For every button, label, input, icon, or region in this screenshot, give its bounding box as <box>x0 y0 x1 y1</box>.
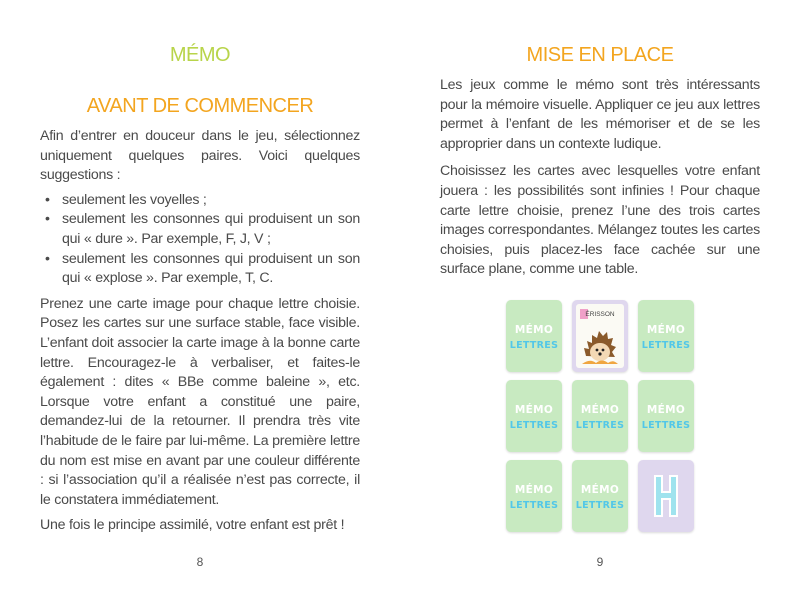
card-back-subtitle: LETTRES <box>575 500 625 511</box>
card-back-subtitle: LETTRES <box>509 500 559 511</box>
card-back <box>506 380 562 452</box>
card-back-title: MÉMO <box>646 324 686 336</box>
picture-card-face <box>576 304 624 368</box>
list-item: • seulement les consonnes qui produisent un son qui « dure ». Par exemple, F, J, V ; <box>40 210 360 249</box>
page-number: 9 <box>596 555 604 569</box>
right-text-block <box>440 76 760 280</box>
hedgehog-picture-card <box>572 300 628 372</box>
card-back-subtitle: LETTRES <box>641 420 691 431</box>
card-back-title: MÉMO <box>580 404 620 416</box>
suggestion-list <box>40 191 360 289</box>
memo-card-grid <box>506 300 694 538</box>
card-back <box>572 380 628 452</box>
instructions-paragraph: Prenez une carte image pour chaque lettre choisie. Posez les cartes sur une surface stable, face visible. L’enfant doit associer la carte image à la bonne carte lettre. Encouragez-le à verbaliser, et faites-le également : dites « BBe comme baleine », etc. Lorsque votre enfant a constitué une paire, demandez-lui de la retourner. Il prendra très vite l’habitude de le faire par lui-même. La première lettre du nom est mise en avant par une couleur différente : si l’association qu’il a réalisée n’est pas correcte, il le constatera immédiatement. <box>40 295 360 508</box>
letter-card-h <box>638 460 694 532</box>
card-back <box>638 380 694 452</box>
intro-paragraph: Les jeux comme le mémo sont très intéressants pour la mémoire visuelle. Appliquer ce jeu aux lettres permet à l’enfant de les mémoriser et de se les approprier dans un contexte ludique. <box>440 77 760 152</box>
card-back-title: MÉMO <box>514 484 554 496</box>
card-back-title: MÉMO <box>514 404 554 416</box>
card-back-subtitle: LETTRES <box>575 420 625 431</box>
letter-card-text: H <box>666 504 667 505</box>
card-back-title: MÉMO <box>646 404 686 416</box>
card-back-subtitle: LETTRES <box>509 420 559 431</box>
closing-paragraph: Une fois le principe assimilé, votre enfant est prêt ! <box>40 517 345 534</box>
picture-card-label: ÉRISSON <box>585 311 615 318</box>
page-number: 8 <box>196 555 204 569</box>
card-back-subtitle: LETTRES <box>509 340 559 351</box>
left-text-block <box>40 127 360 536</box>
setup-paragraph: Choisissez les cartes avec lesquelles votre enfant jouera : les possibilités sont infinies ! Pour chaque carte lettre choisie, prenez l’une des trois cartes images correspondantes. Mélangez toutes les cartes choisies, puis placez-les face cachée sur une surface plane, comme une table. <box>440 163 760 278</box>
hedgehog-icon <box>582 322 618 366</box>
section-title-mise: MISE EN PLACE <box>526 44 674 66</box>
intro-paragraph: Afin d’entrer en douceur dans le jeu, sélectionnez uniquement quelques paires. Voici quelques suggestions : <box>40 128 360 184</box>
card-back-subtitle: LETTRES <box>641 340 691 351</box>
memo-title: MÉMO <box>169 44 231 66</box>
card-back <box>572 460 628 532</box>
list-item: • seulement les voyelles ; <box>40 191 360 211</box>
card-back-title: MÉMO <box>580 484 620 496</box>
card-back <box>506 300 562 372</box>
section-title-avant: AVANT DE COMMENCER <box>86 95 314 117</box>
card-back <box>506 460 562 532</box>
card-back-title: MÉMO <box>514 324 554 336</box>
list-item: • seulement les consonnes qui produisent un son qui « explose ». Par exemple, T, C. <box>40 250 360 289</box>
card-back <box>638 300 694 372</box>
letter-h-glyph <box>653 474 679 518</box>
